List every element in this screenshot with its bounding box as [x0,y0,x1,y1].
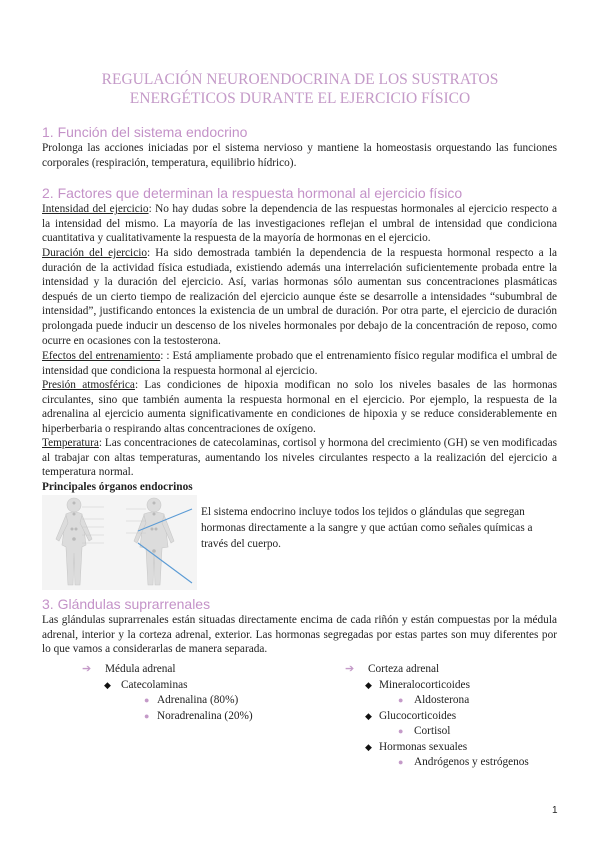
duracion-label: Duración del ejercicio [42,247,147,259]
efectos-text: : : Está ampliamente probado que el entrenamiento físico regular modifica el umbral de intensidad que condiciona la respuesta hormonal al ejercicio. [42,350,557,377]
title-line-1: REGULACIÓN NEUROENDOCRINA DE LOS SUSTRATOS [101,71,499,88]
duracion-text: : Ha sido demostrada también la dependencia de la respuesta hormonal respecto a la duración de la actividad física estudiada, existiendo además una interrelación suficientemente probada entre la intensidad y la duración del ejercicio. Así, varias hormonas sólo aumentan sus concentraciones plasmáticas después de un cierto tiempo de realización del ejercicio aunque éste se desarrolle a intensidades “subumbral de intensidad”, justificando entonces la existencia de un umbral de duración. Por otra parte, el ejercicio de duración prolongada puede inducir un descenso de los niveles hormonales por debajo de la concentración de reposo, como ocurre en ocasiones con la testosterona. [42,247,557,347]
paragraph-temperatura [42,436,557,480]
paragraph-presion [42,378,557,436]
paragraph-intensidad [42,202,557,246]
catecolaminas-label: Catecolaminas [121,678,188,691]
section-2-heading: 2. Factores que determinan la respuesta hormonal al ejercicio físico [42,185,463,201]
figure-description: El sistema endocrino incluye todos los tejidos o glándulas que segregan hormonas directamente a la sangre y que actúan como señales químicas a través del cuerpo. [201,506,533,550]
corteza-label: Corteza adrenal [368,663,440,675]
section-1-text: Prolonga las acciones iniciadas por el sistema nervioso y mantiene la homeostasis orquestando las funciones corporales (respiración, temperatura, equilibrio hídrico). [42,142,557,169]
medula-label: Médula adrenal [105,663,176,675]
mineralocorticoides-label: Mineralocorticoides [379,678,470,691]
cortisol-label: Cortisol [414,725,451,737]
paragraph-efectos [42,349,557,378]
diamond-bullet-icon: ◆ [365,679,372,690]
presion-text: : Las condiciones de hipoxia modifican no solo los niveles basales de las hormonas circulantes, sino que también aumenta la respuesta hormonal en el ejercicio. Por ejemplo, la respuesta de la adrenalina al ejercicio aumenta significativamente en condiciones de hipoxia y se reduce considerablemente en hiperberbaria o respirando altas concentraciones de oxígeno. [42,379,557,435]
temperatura-label: Temperatura [42,437,99,449]
title-line-2: ENERGÉTICOS DURANTE EL EJERCICIO FÍSICO [129,90,471,107]
diamond-bullet-icon: ◆ [104,679,111,690]
efectos-label: Efectos del entrenamiento [42,350,161,362]
hormonas-sexuales-label: Hormonas sexuales [379,740,468,753]
diamond-bullet-icon: ◆ [365,741,372,752]
androgenos-label: Andrógenos y estrógenos [414,756,529,768]
glucocorticoides-label: Glucocorticoides [379,709,457,722]
endocrine-organs-figure [42,495,197,590]
intensidad-label: Intensidad del ejercicio [42,203,149,215]
presion-label: Presión atmosférica [42,379,135,391]
dot-bullet-icon: ● [398,695,404,705]
dot-bullet-icon: ● [144,695,150,705]
noradrenalina-label: Noradrenalina (20%) [157,709,253,722]
temperatura-text: : Las concentraciones de catecolaminas, cortisol y hormona del crecimiento (GH) se ven modificadas al trabajar con altas temperaturas, aumentando los niveles circulantes respecto a la realización del ejercicio a temperatura normal. [42,437,557,479]
diamond-bullet-icon: ◆ [365,710,372,721]
paragraph-duracion [42,246,557,348]
dot-bullet-icon: ● [398,726,404,736]
section-1-heading: 1. Función del sistema endocrino [42,124,248,140]
section-3-text: Las glándulas suprarrenales están situadas directamente encima de cada riñón y están compuestas por la médula adrenal, interior y la corteza adrenal, exterior. Las hormonas segregadas por estas partes son muy diferentes por lo que vamos a considerarlas de manera separada. [42,614,557,656]
dot-bullet-icon: ● [398,757,404,767]
dot-bullet-icon: ● [144,710,150,721]
section-3-heading: 3. Glándulas suprarrenales [42,596,211,612]
intensidad-text: : No hay dudas sobre la dependencia de las respuestas hormonales al ejercicio respecto a la intensidad del mismo. La mayoría de las investigaciones reflejan el umbral de intensidad que condiciona cuantitativa y cualitativamente la respuesta de la mayoría de hormonas en el ejercicio. [42,203,557,245]
arrow-bullet-icon: ➔ [345,663,355,675]
arrow-bullet-icon: ➔ [82,663,92,675]
adrenalina-label: Adrenalina (80%) [157,694,239,706]
aldosterona-label: Aldosterona [414,694,470,706]
document-title [40,70,560,108]
page-number: 1 [552,805,558,816]
organos-heading: Principales órganos endocrinos [42,481,193,493]
